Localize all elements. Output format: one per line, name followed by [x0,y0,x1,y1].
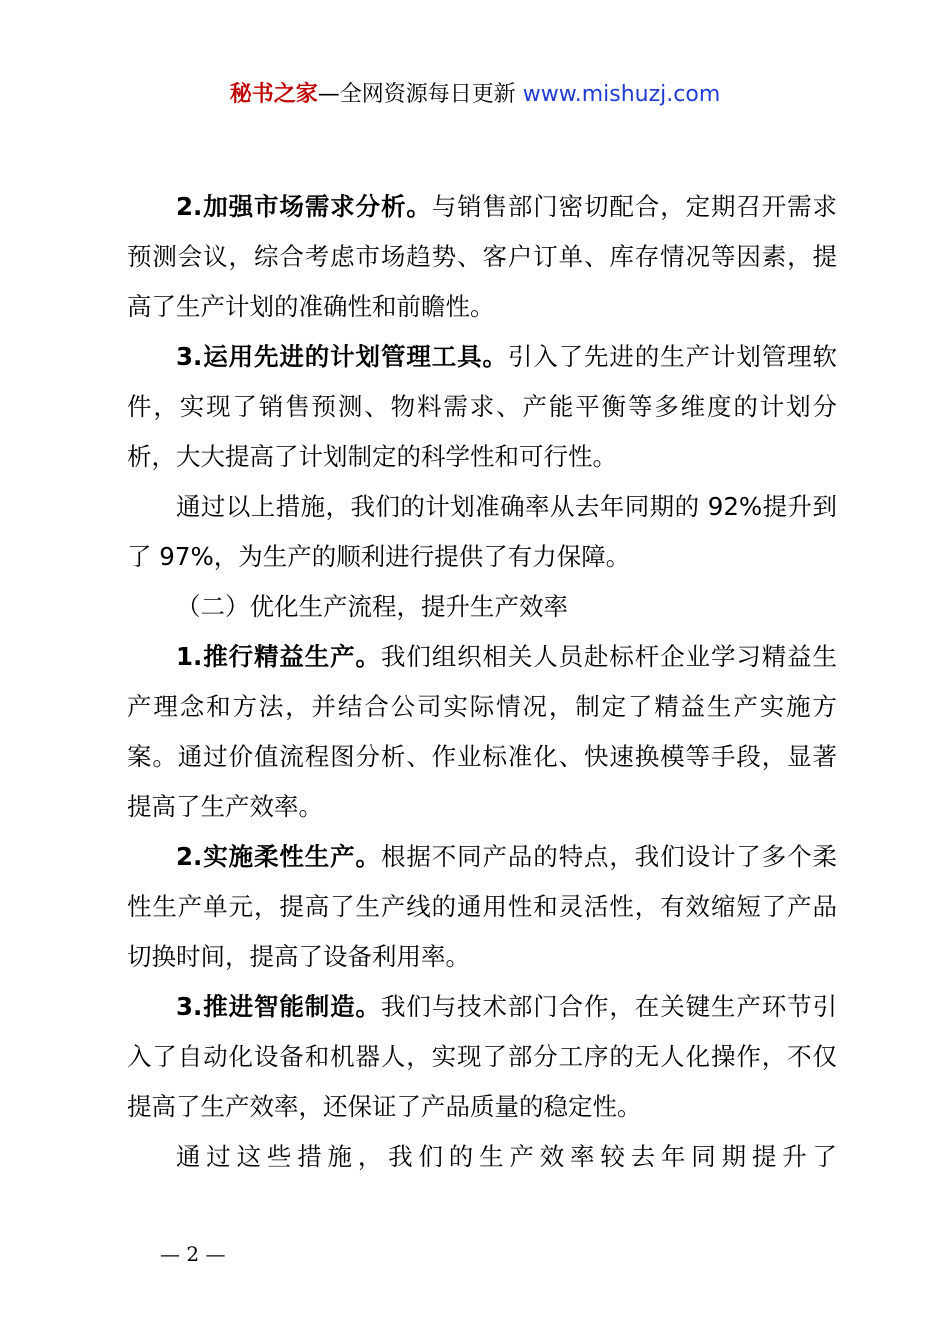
paragraph-text: 通过这些措施，我们的生产效率较去年同期提升了 [176,1142,837,1171]
paragraph-heading: 2.加强市场需求分析。 [176,192,432,221]
site-url-link[interactable]: www.mishuzj.com [522,82,721,107]
paragraph-text: 引入了先进的生产计划管理软件，实现了销售预测、物料需求、产能平衡等多维度的计划分析，大大提高了计划制定的科学性和可行性。 [127,342,838,471]
paragraph-2 [127,332,837,482]
paragraph-text: 根据不同产品的特点，我们设计了多个柔性生产单元，提高了生产线的通用性和灵活性，有效缩短了产品切换时间，提高了设备利用率。 [127,842,838,971]
document-body [127,182,837,1182]
site-tagline: —全网资源每日更新 [317,82,523,107]
site-brand: 秘书之家 [229,82,318,107]
paragraph-8 [127,1132,837,1182]
section-heading [127,582,837,632]
paragraph-heading: 1.推行精益生产。 [176,642,381,671]
paragraph-text: 通过以上措施，我们的计划准确率从去年同期的 92%提升到了 97%，为生产的顺利进行提供了有力保障。 [127,492,837,571]
paragraph-3 [127,482,837,582]
page-number: — 2 — [160,1242,226,1266]
paragraph-heading: 3.推进智能制造。 [176,992,381,1021]
section-heading-text: （二）优化生产流程，提升生产效率 [176,592,568,621]
page-header [0,80,950,110]
paragraph-7 [127,982,837,1132]
paragraph-5 [127,632,837,832]
paragraph-heading: 3.运用先进的计划管理工具。 [176,342,508,371]
paragraph-1 [127,182,837,332]
paragraph-text: 我们与技术部门合作，在关键生产环节引入了自动化设备和机器人，实现了部分工序的无人化操作，不仅提高了生产效率，还保证了产品质量的稳定性。 [127,992,838,1121]
paragraph-heading: 2.实施柔性生产。 [176,842,381,871]
paragraph-text: 与销售部门密切配合，定期召开需求预测会议，综合考虑市场趋势、客户订单、库存情况等因素，提高了生产计划的准确性和前瞻性。 [127,192,838,321]
paragraph-6 [127,832,837,982]
paragraph-text: 我们组织相关人员赴标杆企业学习精益生产理念和方法，并结合公司实际情况，制定了精益生产实施方案。通过价值流程图分析、作业标准化、快速换模等手段，显著提高了生产效率。 [127,642,838,821]
